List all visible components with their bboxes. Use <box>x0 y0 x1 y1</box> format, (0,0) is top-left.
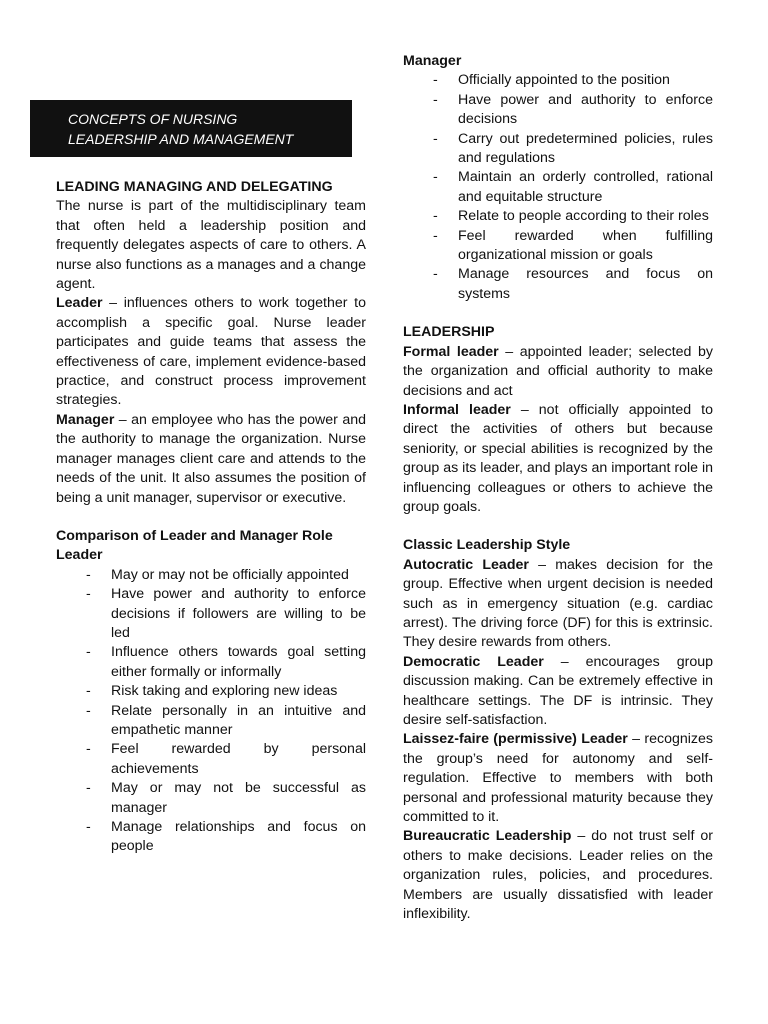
list-item: - Feel rewarded by personal achievements <box>86 741 366 777</box>
list-item: - Relate personally in an intuitive and empathetic manner <box>86 702 366 738</box>
list-item: - Officially appointed to the position <box>403 71 713 90</box>
bureaucratic-leadership-definition <box>403 827 713 924</box>
dash-bullet: - <box>433 227 438 244</box>
left-column <box>56 100 366 857</box>
autocratic-leader-definition <box>403 556 713 653</box>
classic-style-heading: Classic Leadership Style <box>403 537 571 554</box>
leader-text: – influences others to work together to accomplish a specific goal. Nurse leader participates and guide teams that assess the effectiveness of care, implement evidence-based practice, and construct process improvement strategies. <box>56 295 366 409</box>
laissez-faire-term: Laissez-faire (permissive) Leader <box>403 731 628 748</box>
manager-role-list <box>403 71 713 304</box>
intro-paragraph: The nurse is part of the multidisciplinary team that often held a leadership position and frequently delegates aspects of care to others. A nurse also functions as a manages and a change agent. <box>56 198 366 293</box>
list-item: - Maintain an orderly controlled, rational and equitable structure <box>433 169 713 205</box>
dash-bullet: - <box>86 741 91 758</box>
leader-term: Leader <box>56 295 103 312</box>
laissez-faire-text: – recognizes the group’s need for autonomy and self-regulation. Effective to members with both personal and professional maturity because they committed to it. <box>403 731 713 826</box>
comparison-heading: Comparison of Leader and Manager Role <box>56 527 333 544</box>
list-item: - Manage resources and focus on systems <box>433 266 713 302</box>
dash-bullet: - <box>86 819 91 835</box>
title-line-1: CONCEPTS OF NURSING <box>68 111 238 127</box>
dash-bullet: - <box>86 586 91 603</box>
right-column <box>403 52 713 924</box>
formal-leader-term: Formal leader <box>403 343 499 360</box>
manager-definition <box>56 411 366 508</box>
informal-leader-definition <box>403 401 713 517</box>
manager-text: – an employee who has the power and the authority to manage the organization. Nurse manager manages client care and attends to the needs of the unit. It also assumes the position of being a unit manager, supervisor or executive. <box>56 411 366 506</box>
dash-bullet: - <box>86 566 91 583</box>
laissez-faire-leader-definition <box>403 730 713 827</box>
leader-list-label: Leader <box>56 547 103 564</box>
formal-leader-definition <box>403 343 713 401</box>
title-line-2: LEADERSHIP AND MANAGEMENT <box>68 131 294 147</box>
formal-leader-text: – appointed leader; selected by the organization and official authority to make decisions and act <box>403 343 713 399</box>
dash-bullet: - <box>433 266 438 283</box>
dash-bullet: - <box>433 72 438 89</box>
manager-list-label: Manager <box>403 53 462 69</box>
list-item: - Have power and authority to enforce decisions <box>433 91 713 128</box>
dash-bullet: - <box>433 169 438 186</box>
autocratic-text: – makes decision for the group. Effective when urgent decision is needed such as in emergency situation (e.g. cardiac arrest). The driving force (DF) for this is extrinsic. They desire rewards from others. <box>403 556 713 651</box>
democratic-term: Democratic Leader <box>403 653 544 670</box>
bureaucratic-text: – do not trust self or others to make decisions. Leader relies on the organization rules, policies, and procedures. Members are usually dissatisfied with leader inflexibility. <box>403 828 713 923</box>
leader-definition <box>56 294 366 410</box>
democratic-leader-definition <box>403 653 713 731</box>
dash-bullet: - <box>86 683 91 700</box>
title-banner <box>30 100 352 157</box>
list-item: - May or may not be successful as manager <box>86 780 366 816</box>
list-item: - Risk taking and exploring new ideas <box>56 682 366 701</box>
leadership-heading: LEADERSHIP <box>403 324 495 341</box>
intro-heading: LEADING MANAGING AND DELEGATING <box>56 179 333 195</box>
leader-role-list <box>56 566 366 857</box>
democratic-text: – encourages group discussion making. Can be extremely effective in healthcare settings. The DF is intrinsic. They desire self-satisfaction. <box>403 653 713 728</box>
list-item: - May or may not be officially appointed <box>56 566 366 585</box>
manager-term: Manager <box>56 411 115 428</box>
list-item: - Relate to people according to their roles <box>403 207 713 226</box>
list-item: - Carry out predetermined policies, rules and regulations <box>433 130 713 167</box>
list-item: - Influence others towards goal setting either formally or informally <box>86 644 366 680</box>
informal-leader-term: Informal leader <box>403 401 511 418</box>
dash-bullet: - <box>86 644 91 661</box>
dash-bullet: - <box>433 208 438 225</box>
bureaucratic-term: Bureaucratic Leadership <box>403 828 572 845</box>
dash-bullet: - <box>86 702 91 719</box>
list-item: - Manage relationships and focus on people <box>86 819 366 855</box>
autocratic-term: Autocratic Leader <box>403 556 529 573</box>
informal-leader-text: – not officially appointed to direct the activities of others but because seniority, or special abilities is recognized by the group as its leader, and plays an important role in influencing colleagues or others to achieve the group goals. <box>403 401 713 515</box>
dash-bullet: - <box>433 130 438 147</box>
list-item: - Have power and authority to enforce decisions if followers are willing to be led <box>86 586 366 641</box>
list-item: - Feel rewarded when fulfilling organizational mission or goals <box>433 227 713 264</box>
dash-bullet: - <box>433 91 438 108</box>
dash-bullet: - <box>86 780 91 797</box>
